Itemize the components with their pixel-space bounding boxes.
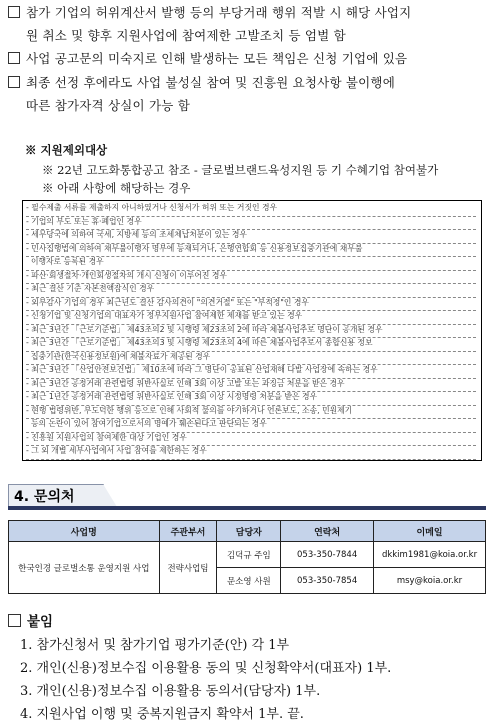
notice-item-1-line-2: 원 취소 및 향후 지원사업에 참여제한 고발조치 등 엄벌 함 bbox=[26, 28, 346, 43]
exclusion-row: - 민사집행법에 의하여 채무불이행자 명부에 등재되거나, 은행연합회 등 신용정보집중기관에 채무불 bbox=[26, 244, 476, 258]
appendix-item: 1. 참가신청서 및 참가기업 평가기준(안) 각 1부 bbox=[20, 638, 290, 653]
section-header-underline bbox=[8, 506, 486, 510]
exclusion-list-box bbox=[22, 200, 482, 461]
exclusion-row: - 외부감사 기업의 경우 최근년도 결산 감사의견이 "의견거절" 또는 "부적정"인 경우 bbox=[26, 298, 476, 312]
contact-table bbox=[8, 520, 486, 594]
exclusion-row: - 최근 1년간 공정거래 관련법령 위반사실로 인해 3회 이상 시정명령 처분을 받은 경우 bbox=[26, 392, 476, 406]
person-cell: 문소영 사원 bbox=[217, 568, 281, 594]
email-cell: msy@koia.or.kr bbox=[374, 568, 486, 594]
table-header-row bbox=[9, 521, 486, 542]
notice-item-3-line-2: 따른 참가자격 상실이 가능 함 bbox=[26, 98, 190, 113]
checkbox-icon bbox=[8, 76, 20, 88]
header-program: 사업명 bbox=[9, 521, 160, 542]
exclusion-row: - 최근 3년간 「근로기준법」 제43조의3 및 시행령 제23조의 4에 따른 체불사업주로서 종합신용 정보 bbox=[26, 338, 476, 352]
phone-cell: 053-350-7844 bbox=[281, 542, 374, 568]
checkbox-icon bbox=[8, 6, 20, 18]
exclusion-row: - 최근 결산 기준 자본전액잠식인 경우 bbox=[26, 284, 476, 298]
notice-item-2: 사업 공고문의 미숙지로 인해 발생하는 모든 책임은 신청 기업에 있음 bbox=[26, 51, 408, 66]
notice-item-3-line-1: 최종 선정 후에라도 사업 불성실 참여 및 진흥원 요청사항 불이행에 bbox=[26, 75, 395, 90]
section-header-tab-edge bbox=[103, 484, 117, 507]
appendix-item: 4. 지원사업 이행 및 중복지원금지 확약서 1부. 끝. bbox=[20, 707, 304, 722]
exclusion-note-1: ※ 22년 고도화통합공고 참조 - 글로벌브랜드육성지원 등 기 수혜기업 참여불가 bbox=[42, 163, 439, 177]
phone-cell: 053-350-7854 bbox=[281, 568, 374, 594]
exclusion-row: - 진흥원 지원사업의 참여제한 대상 기업인 경우 bbox=[26, 433, 476, 447]
checkbox-icon bbox=[8, 614, 21, 627]
appendix-item: 2. 개인(신용)정보수집 이용활용 동의 및 신청확약서(대표자) 1부. bbox=[20, 661, 392, 676]
exclusion-row: - 최근 3년간 「산업안전보건법」 제10조에 따라 그 명단이 공표된 산업재해 다발 사업장에 속하는 경우 bbox=[26, 365, 476, 379]
exclusion-row: 집중기관(한국신용정보원)에 체불자료가 제공된 경우 bbox=[26, 352, 476, 366]
dept-cell: 전략사업팀 bbox=[159, 542, 217, 594]
section-title: 4. 문의처 bbox=[14, 489, 75, 505]
header-phone: 연락처 bbox=[281, 521, 374, 542]
exclusion-note-2: ※ 아래 사항에 해당하는 경우 bbox=[42, 181, 191, 195]
exclusion-row: - 신청기업 및 신청기업의 대표자가 정부지원사업 참여제한 제재를 받고 있는 경우 bbox=[26, 311, 476, 325]
exclusion-row: - 기업의 부도 또는 휴·폐업인 경우 bbox=[26, 217, 476, 231]
exclusion-row: - 파산·회생절차·개인회생절차의 개시 신청이 이루어진 경우 bbox=[26, 271, 476, 285]
exclusion-row: 이행자로 등록된 경우 bbox=[26, 257, 476, 271]
exclusion-heading: ※ 지원제외대상 bbox=[25, 143, 108, 157]
exclusion-row: - 최근 3년간 공정거래 관련법령 위반사실로 인해 3회 이상 고발 또는 과징금 처분을 받은 경우 bbox=[26, 379, 476, 393]
exclusion-row: - 세무당국에 의하여 국세, 지방세 등의 조세체납처분이 있는 경우 bbox=[26, 230, 476, 244]
header-email: 이메일 bbox=[374, 521, 486, 542]
checkbox-icon bbox=[8, 52, 20, 64]
program-cell: 한국인경 글로벌소통 운영지원 사업 bbox=[9, 542, 160, 594]
notice-item-1-line-1: 참가 기업의 허위계산서 발행 등의 부당거래 행위 적발 시 해당 사업지 bbox=[26, 5, 412, 20]
exclusion-row: - 그 외 개별 세부사업에서 사업 참여를 제한하는 경우 bbox=[26, 446, 476, 460]
appendix-title: 붙임 bbox=[27, 614, 54, 630]
table-row bbox=[9, 542, 486, 568]
person-cell: 김덕규 주임 bbox=[217, 542, 281, 568]
appendix-item: 3. 개인(신용)정보수집 이용활용 동의서(담당자) 1부. bbox=[20, 684, 321, 699]
header-dept: 주관부서 bbox=[159, 521, 217, 542]
header-person: 담당자 bbox=[217, 521, 281, 542]
exclusion-row: - 최근 3년간 「근로기준법」 제43조의2 및 시행령 제23조의 2에 따라 체불사업주로 명단이 공개된 경우 bbox=[26, 325, 476, 339]
email-cell: dkkim1981@koia.or.kr bbox=[374, 542, 486, 568]
exclusion-row: - 현행 법령위반, 부도덕한 행위 등으로 인해 사회적 물의를 야기하거나 언론보도, 소송, 민원제기 bbox=[26, 406, 476, 420]
exclusion-row: 등의 논란이 있어 참여기업으로서의 명예가 훼손된다고 판단되는 경우 bbox=[26, 419, 476, 433]
exclusion-row: - 필수제출 서류를 제출하지 아니하였거나 신청서가 허위 또는 거짓인 경우 bbox=[26, 203, 476, 217]
